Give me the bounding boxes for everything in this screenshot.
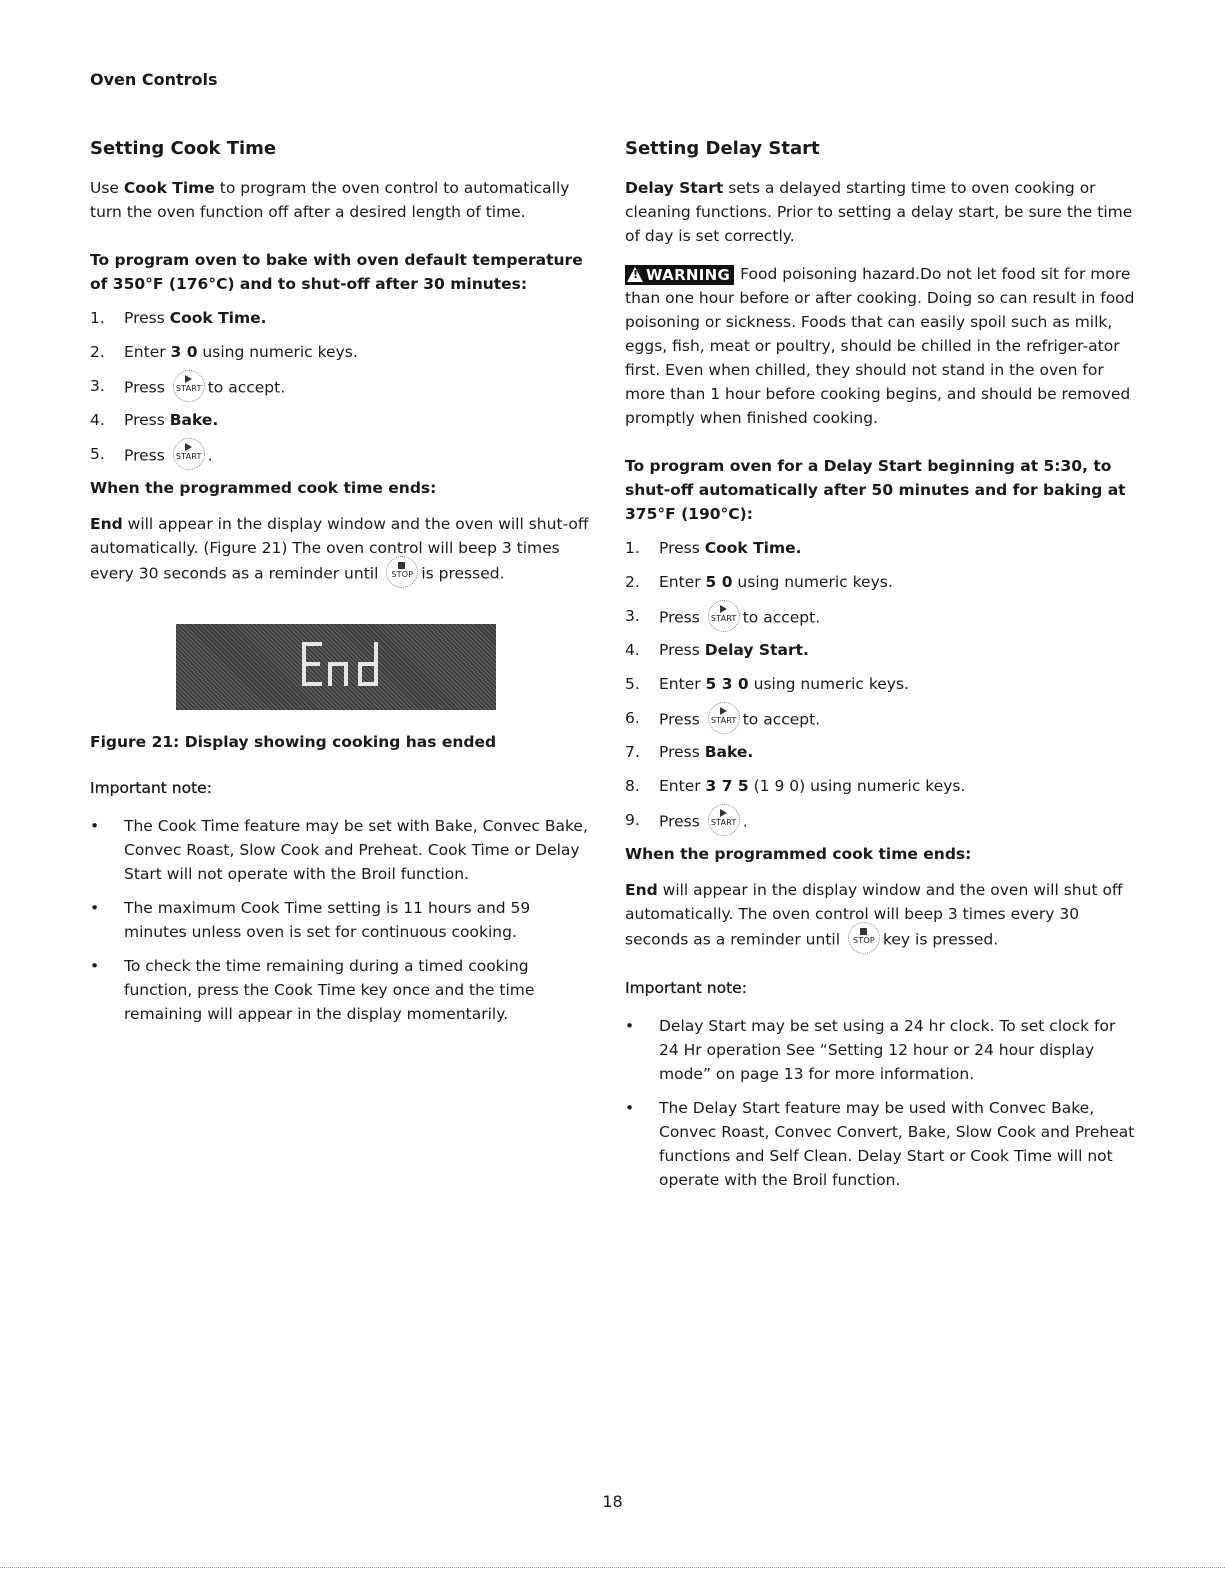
cook-time-intro: Use Cook Time to program the oven control to automatically turn the oven function off after a desired length of time.	[90, 179, 570, 221]
delay-ends-text: End will appear in the display window and the oven will shut off automatically. The oven control will beep 3 times every 30 seconds as a reminder until STOP key is pressed.	[625, 878, 1135, 954]
ends-heading: When the programmed cook time ends:	[90, 479, 437, 497]
program-heading: To program oven to bake with oven default temperature of 350°F (176°C) and to shut-off after 30 minutes:	[90, 251, 583, 293]
end-display-icon	[300, 640, 382, 688]
list-item: 5. Press START .	[90, 442, 590, 476]
start-key-icon: START	[708, 702, 740, 734]
list-item: 3. Press START to accept.	[625, 604, 1135, 638]
footer-divider	[0, 1567, 1225, 1568]
right-column	[625, 136, 1135, 1202]
list-item: 4. Press Bake.	[90, 411, 219, 429]
list-item: 6. Press START to accept.	[625, 706, 1135, 740]
delay-start-intro: Delay Start sets a delayed starting time to oven cooking or cleaning functions. Prior to setting a delay start, be sure the time of day is set correctly.	[625, 179, 1133, 245]
alert-triangle-icon: !	[627, 267, 643, 282]
delay-program-heading: To program oven for a Delay Start beginning at 5:30, to shut-off automatically after 50 minutes and for baking at 375°F (190°C):	[625, 457, 1126, 523]
list-item: • The Delay Start feature may be used with Convec Bake, Convec Roast, Convec Convert, Bake, Slow Cook and Preheat functions and Self Clean. Delay Start or Cook Time will not operate with the Broil function.	[625, 1099, 1135, 1189]
list-item: • To check the time remaining during a timed cooking function, press the Cook Time key once and the time remaining will appear in the display momentarily.	[90, 957, 535, 1023]
list-item: 1. Press Cook Time.	[90, 309, 267, 327]
list-item: 1. Press Cook Time.	[625, 539, 802, 557]
end-display-figure	[176, 624, 496, 710]
left-column	[90, 136, 590, 1036]
list-item: 8. Enter 3 7 5 (1 9 0) using numeric keys.	[625, 777, 966, 795]
stop-key-icon: STOP	[848, 922, 880, 954]
important-note-heading: Important note:	[90, 779, 212, 797]
list-item: 3. Press START to accept.	[90, 374, 590, 408]
delay-ends-heading: When the programmed cook time ends:	[625, 845, 972, 863]
list-item: • The maximum Cook Time setting is 11 hours and 59 minutes unless oven is set for continuous cooking.	[90, 899, 531, 941]
list-item: 2. Enter 5 0 using numeric keys.	[625, 573, 893, 591]
delay-start-notes	[625, 1014, 1135, 1192]
start-key-icon: START	[708, 600, 740, 632]
delay-start-title: Setting Delay Start	[625, 138, 820, 159]
list-item: 9. Press START .	[625, 808, 1135, 842]
warning-badge: ! WARNING	[625, 265, 734, 285]
list-item: • The Cook Time feature may be set with Bake, Convec Bake, Convec Roast, Slow Cook and Preheat. Cook Time or Delay Start will not operate with the Broil function.	[90, 817, 588, 883]
figure-caption: Figure 21: Display showing cooking has ended	[90, 733, 497, 751]
stop-key-icon: STOP	[386, 556, 418, 588]
cook-time-notes	[90, 814, 590, 1026]
list-item: 5. Enter 5 3 0 using numeric keys.	[625, 675, 909, 693]
cook-time-steps	[90, 306, 590, 476]
start-key-icon: START	[173, 370, 205, 402]
start-key-icon: START	[708, 804, 740, 836]
list-item: 2. Enter 3 0 using numeric keys.	[90, 343, 358, 361]
warning-paragraph: ! WARNING Food poisoning hazard.Do not let food sit for more than one hour before or after cooking. Doing so can result in food poisoning or sickness. Foods that can easily spoil such as milk, eggs, fish, meat or poultry, should be chilled in the refriger-ator first. Even when chilled, they should not stand in the oven for more than 1 hour before cooking begins, and should be removed promptly when finished cooking.	[625, 265, 1135, 427]
cook-time-title: Setting Cook Time	[90, 138, 277, 159]
start-key-icon: START	[173, 438, 205, 470]
list-item: 4. Press Delay Start.	[625, 641, 809, 659]
page-number: 18	[602, 1492, 623, 1511]
ends-text: End will appear in the display window and the oven will shut-off automatically. (Figure 21) The oven control will beep 3 times every 30 seconds as a reminder until STOP is pressed.	[90, 512, 590, 588]
list-item: 7. Press Bake.	[625, 743, 754, 761]
list-item: • Delay Start may be set using a 24 hr clock. To set clock for 24 Hr operation See “Setting 12 hour or 24 hour display mode” on page 13 for more information.	[625, 1017, 1116, 1083]
delay-start-steps	[625, 536, 1135, 842]
delay-important-note-heading: Important note:	[625, 979, 747, 997]
section-label: Oven Controls	[90, 70, 218, 89]
